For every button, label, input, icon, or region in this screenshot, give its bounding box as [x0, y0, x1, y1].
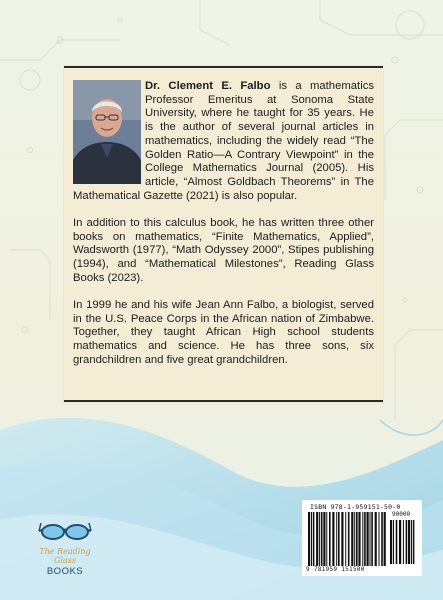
publisher-script-name: The Reading Glass — [39, 547, 91, 565]
author-name: Dr. Clement E. Falbo — [145, 80, 271, 92]
bottom-rule — [64, 400, 383, 402]
publisher-logo — [30, 519, 100, 579]
isbn-label: ISBN 978-1-959151-50-0 — [310, 503, 401, 511]
price-code: 90000 — [392, 511, 411, 518]
top-rule — [64, 66, 383, 68]
price-barcode — [390, 520, 418, 564]
bio-paragraph-3: In 1999 he and his wife Jean Ann Falbo, a biologist, served in the U.S. Peace Corps in the African nation of Zimbabwe. Together, they taught African High school students mathematics and science. He has three sons, six grandchildren and five great grandchildren. — [73, 299, 374, 366]
barcode — [302, 500, 422, 576]
bio-paragraph-1 — [73, 80, 374, 203]
bio-text — [73, 80, 374, 381]
publisher-books-label: BOOKS — [46, 566, 84, 577]
bio-paragraph-2: In addition to this calculus book, he has written three other books on mathematics, “Finite Mathematics, Applied”, Wadsworth (1977), “Math Odyssey 2000”, Stipes publishing (1994), and “Mathematical Milestones”, Reading Glass Books (2023). — [73, 216, 374, 284]
bio-intro: is a mathematics Professor Emeritus at Sonoma State University, where he taught for 35 years. He is the author of several journal articles in mathematics, including the widely read “The Golden Ratio—A Contrary Viewpoint” in the College Mathematics Journal (2005). His article, “Almost Goldbach Theorems” in The Mathematical Gazette (2021) is also popular. — [73, 80, 374, 202]
ean-barcode — [308, 512, 388, 566]
barcode-digits: 9 781959 151500 — [306, 566, 365, 573]
reading-glasses-icon — [35, 519, 95, 541]
